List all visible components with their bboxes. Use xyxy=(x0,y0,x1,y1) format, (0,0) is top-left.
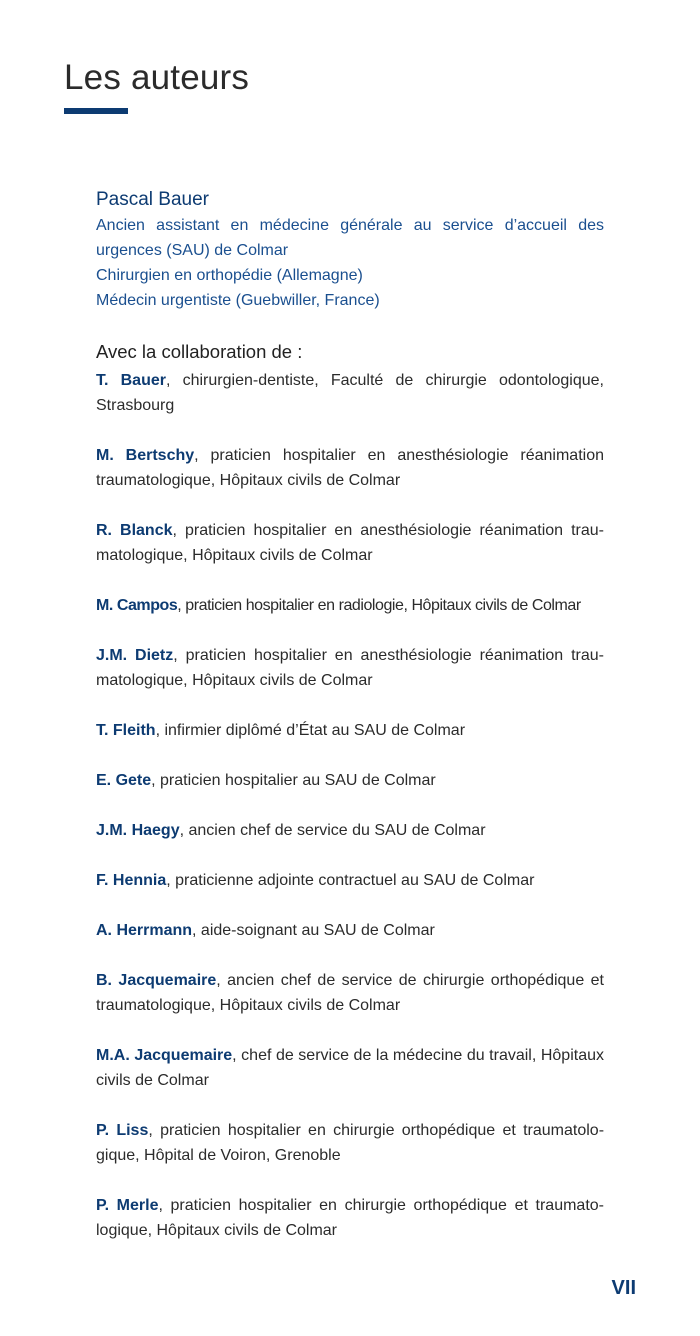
contributor-description: , praticien hospitalier en anesthésiologie réanimation traumatologique, Hôpitaux civils de Colmar xyxy=(96,447,604,489)
contributor-entry xyxy=(96,643,604,693)
contributor-name: J.M. Dietz xyxy=(96,647,174,664)
collaboration-heading: Avec la collaboration de : xyxy=(96,341,303,362)
main-author-role: Médecin urgentiste (Guebwiller, France) xyxy=(96,292,380,309)
contributor-entry xyxy=(96,818,604,843)
contributor-description: , praticien hospitalier en radiologie, Hôpitaux civils de Colmar xyxy=(177,597,581,614)
main-author-name: Pascal Bauer xyxy=(96,189,210,210)
contributor-name: P. Liss xyxy=(96,1122,149,1139)
contributor-description: , praticien hospitalier en anesthésiologie réanimation traumatologique, Hôpitaux civils de Colmar xyxy=(96,522,604,564)
contributor-entry xyxy=(96,593,604,618)
contributor-name: M. Campos xyxy=(96,597,178,614)
contributor-name: M.A. Jacquemaire xyxy=(96,1047,233,1064)
contributor-name: J.M. Haegy xyxy=(96,822,180,839)
contributor-entry xyxy=(96,1043,604,1093)
contributor-name: A. Herrmann xyxy=(96,922,193,939)
contributor-entry xyxy=(96,718,604,743)
contributor-entry xyxy=(96,968,604,1018)
contributor-description: , chef de service de la médecine du travail, Hôpitaux civils de Colmar xyxy=(96,1047,604,1089)
contributor-description: , praticien hospitalier en anesthésiologie réanimation traumatologique, Hôpitaux civils de Colmar xyxy=(96,647,604,689)
contributor-name: R. Blanck xyxy=(96,522,173,539)
contributor-name: T. Fleith xyxy=(96,722,156,739)
contributor-name: M. Bertschy xyxy=(96,447,195,464)
contributor-name: P. Merle xyxy=(96,1197,159,1214)
title-underline xyxy=(64,108,128,114)
contributor-entry xyxy=(96,518,604,568)
contributor-name: F. Hennia xyxy=(96,872,167,889)
contributor-entry xyxy=(96,1118,604,1168)
main-author-role: Chirurgien en orthopédie (Allemagne) xyxy=(96,267,363,284)
authors-content xyxy=(96,186,604,1268)
main-author-role: Ancien assistant en médecine générale au service d’accueil des urgences (SAU) de Colmar xyxy=(96,217,604,259)
contributor-description: , praticien hospitalier au SAU de Colmar xyxy=(151,772,436,789)
contributor-entry xyxy=(96,918,604,943)
contributor-entry xyxy=(96,443,604,493)
contributor-description: , infirmier diplômé d’État au SAU de Colmar xyxy=(155,722,466,739)
contributor-name: B. Jacquemaire xyxy=(96,972,217,989)
contributor-entry xyxy=(96,868,604,893)
contributor-entry xyxy=(96,1193,604,1243)
page-title: Les auteurs xyxy=(64,58,250,97)
contributor-name: T. Bauer xyxy=(96,372,166,389)
contributor-entry xyxy=(96,368,604,418)
contributor-list xyxy=(96,368,604,1243)
contributor-description: , praticienne adjointe contractuel au SAU de Colmar xyxy=(166,872,535,889)
contributor-description: , ancien chef de service du SAU de Colmar xyxy=(179,822,486,839)
contributor-description: , praticien hospitalier en chirurgie orthopédique et traumatologique, Hôpitaux civils de Colmar xyxy=(96,1197,604,1239)
contributor-entry xyxy=(96,768,604,793)
contributor-description: , chirurgien-dentiste, Faculté de chirurgie odontologique, Strasbourg xyxy=(96,372,604,414)
contributor-description: , aide-soignant au SAU de Colmar xyxy=(192,922,435,939)
contributor-description: , praticien hospitalier en chirurgie orthopédique et traumatologique, Hôpital de Voiron, Grenoble xyxy=(96,1122,605,1164)
contributor-name: E. Gete xyxy=(96,772,152,789)
contributor-description: , ancien chef de service de chirurgie orthopédique et traumatologique, Hôpitaux civils de Colmar xyxy=(96,972,605,1014)
page-number: VII xyxy=(611,1277,636,1299)
